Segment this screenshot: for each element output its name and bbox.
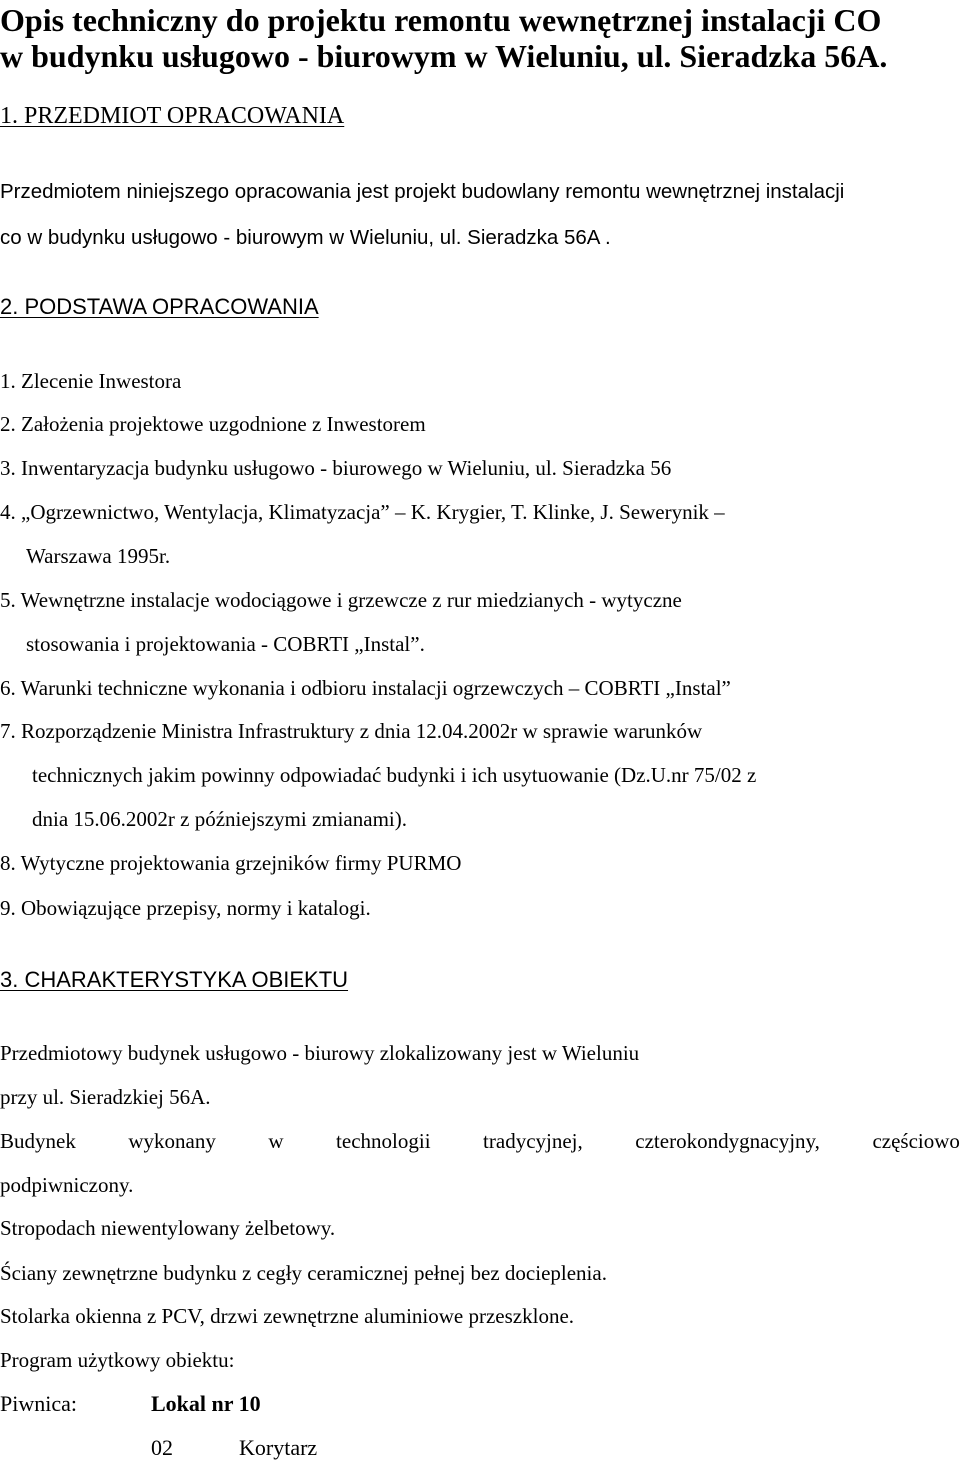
basement-unit: Lokal nr 10 [151,1391,261,1416]
list-item: 8. Wytyczne projektowania grzejników firmy PURMO [0,851,462,875]
basement-label: Piwnica: [0,1391,77,1416]
list-item: 9. Obowiązujące przepisy, normy i katalogi. [0,896,371,920]
word: częściowo [872,1129,960,1153]
section3-heading: 3. CHARAKTERYSTYKA OBIEKTU [0,967,349,992]
section2-heading: 2. PODSTAWA OPRACOWANIA [0,294,319,319]
section1-heading: 1. PRZEDMIOT OPRACOWANIA [0,103,345,129]
paragraph-line: Przedmiotowy budynek usługowo - biurowy zlokalizowany jest w Wieluniu [0,1041,640,1065]
paragraph-line: podpiwniczony. [0,1173,134,1197]
list-item-continuation: stosowania i projektowania - COBRTI „Instal”. [26,632,425,656]
list-item: 6. Warunki techniczne wykonania i odbioru instalacji ogrzewczych – COBRTI „Instal” [0,676,731,700]
section1-text-line1: Przedmiotem niniejszego opracowania jest projekt budowlany remontu wewnętrznej instalacji [0,180,845,203]
word: czterokondygnacyjny, [635,1129,820,1153]
section1-text-line2: co w budynku usługowo - biurowym w Wieluniu, ul. Sieradzka 56A . [0,226,611,249]
room-number: 02 [151,1435,173,1460]
list-item-continuation: technicznych jakim powinny odpowiadać budynki i ich usytuowanie (Dz.U.nr 75/02 z [32,763,757,787]
paragraph-line: Ściany zewnętrzne budynku z cegły ceramicznej pełnej bez docieplenia. [0,1261,607,1285]
word: wykonany [128,1129,216,1153]
list-item: 3. Inwentaryzacja budynku usługowo - biurowego w Wieluniu, ul. Sieradzka 56 [0,456,672,480]
paragraph-line: Stropodach niewentylowany żelbetowy. [0,1216,336,1240]
list-item-continuation: dnia 15.06.2002r z późniejszymi zmianami). [32,807,407,831]
list-item: 7. Rozporządzenie Ministra Infrastruktury z dnia 12.04.2002r w sprawie warunków [0,719,703,743]
room-name: Korytarz [239,1435,318,1460]
word: w [268,1129,284,1153]
justified-paragraph-line [0,1129,960,1154]
list-item: 2. Założenia projektowe uzgodnione z Inwestorem [0,412,426,436]
paragraph-line: Stolarka okienna z PCV, drzwi zewnętrzne aluminiowe przeszklone. [0,1304,575,1328]
list-item: 4. „Ogrzewnictwo, Wentylacja, Klimatyzacja” – K. Krygier, T. Klinke, J. Sewerynik – [0,500,725,524]
word: Budynek [0,1129,76,1153]
document-title-line1: Opis techniczny do projektu remontu wewnętrznej instalacji CO [0,2,882,38]
word: tradycyjnej, [483,1129,583,1153]
list-item: 1. Zlecenie Inwestora [0,369,182,393]
word: technologii [336,1129,431,1153]
paragraph-line: przy ul. Sieradzkiej 56A. [0,1085,211,1109]
document-title-line2: w budynku usługowo - biurowym w Wieluniu, ul. Sieradzka 56A. [0,38,888,74]
paragraph-line: Program użytkowy obiektu: [0,1348,235,1372]
list-item-continuation: Warszawa 1995r. [26,544,171,568]
list-item: 5. Wewnętrzne instalacje wodociągowe i grzewcze z rur miedzianych - wytyczne [0,588,682,612]
